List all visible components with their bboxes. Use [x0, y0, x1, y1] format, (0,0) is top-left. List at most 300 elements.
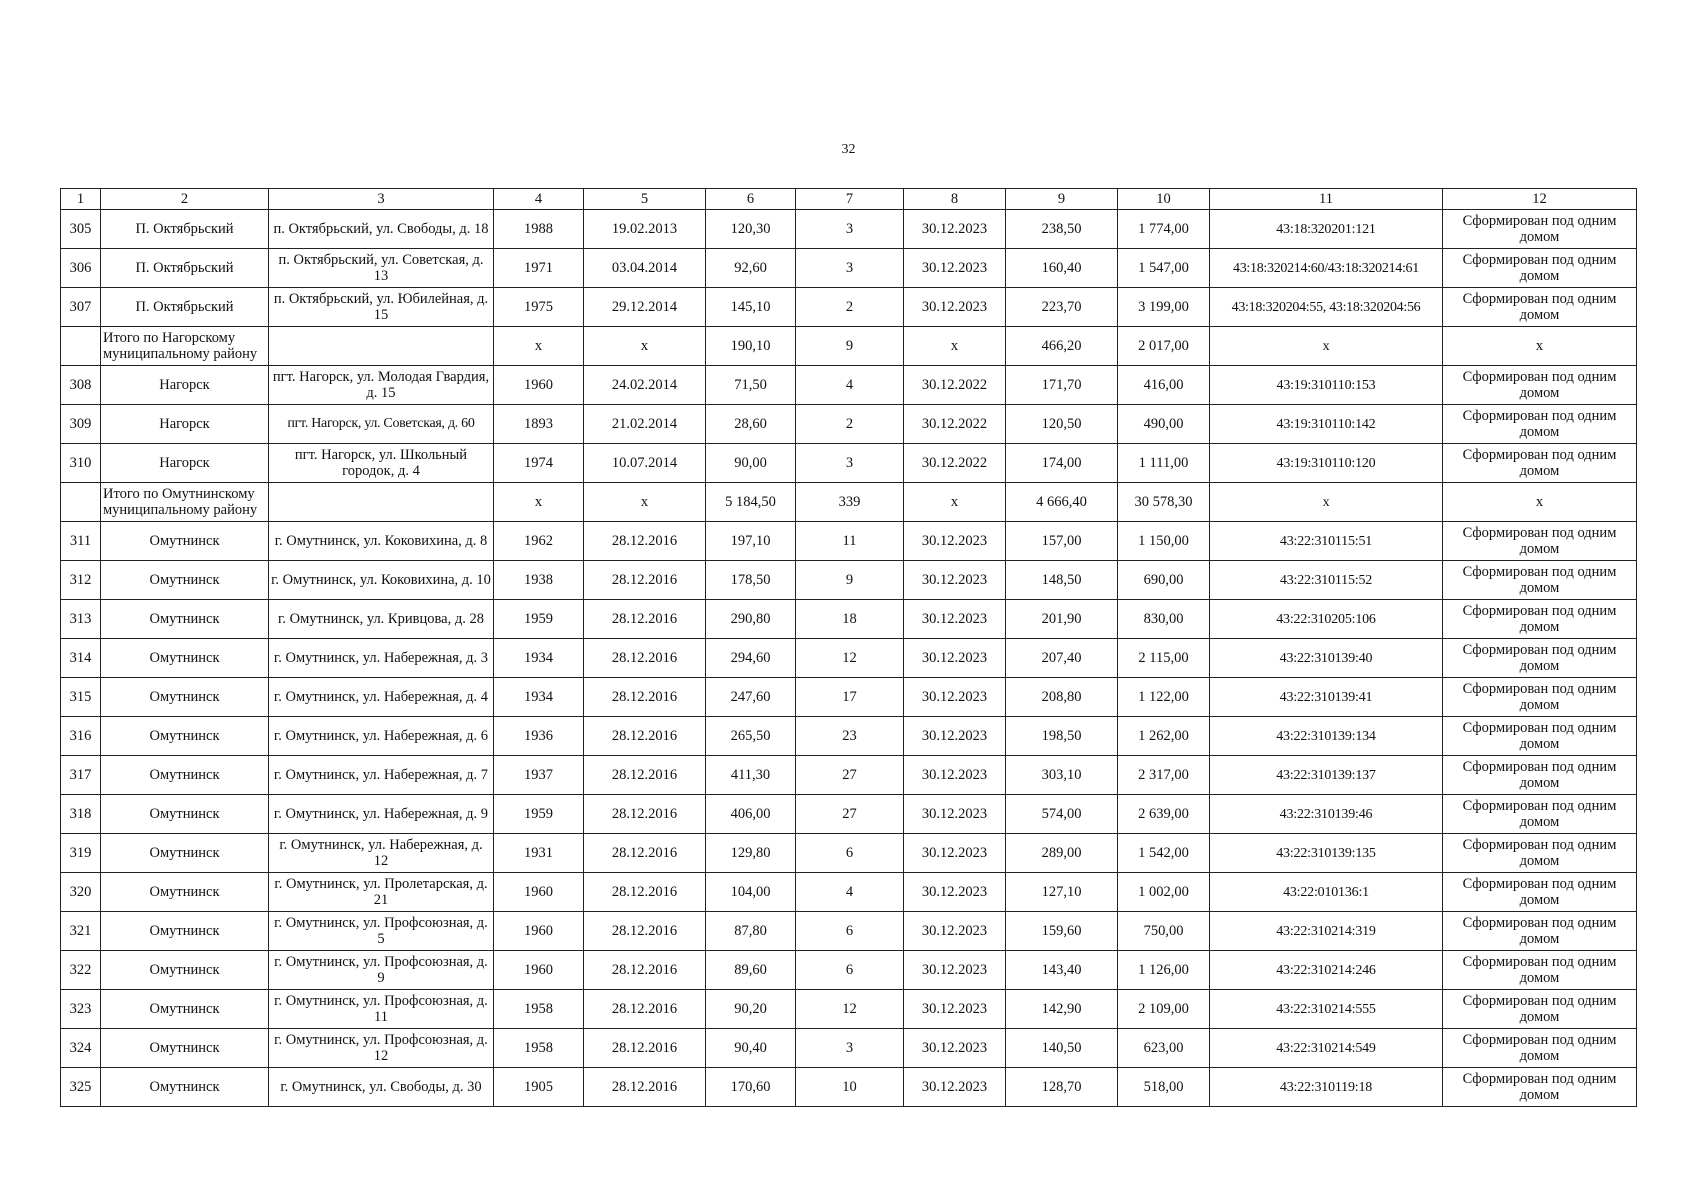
address-cell: г. Омутнинск, ул. Набережная, д. 7 [269, 756, 494, 795]
residents-cell: 9 [796, 327, 904, 366]
deadline-cell: 30.12.2023 [904, 210, 1006, 249]
deadline-cell: 30.12.2023 [904, 600, 1006, 639]
deadline-cell: х [904, 327, 1006, 366]
amount-cell: 1 122,00 [1118, 678, 1210, 717]
deadline-cell: 30.12.2022 [904, 405, 1006, 444]
emergency-date-cell: 28.12.2016 [584, 561, 706, 600]
settlement-cell: Омутнинск [101, 1068, 269, 1107]
year-built-cell: 1974 [494, 444, 584, 483]
land-area-cell: 198,50 [1006, 717, 1118, 756]
emergency-date-cell: 28.12.2016 [584, 912, 706, 951]
column-number-header: 8 [904, 189, 1006, 210]
area-cell: 129,80 [706, 834, 796, 873]
area-cell: 71,50 [706, 366, 796, 405]
year-built-cell: 1975 [494, 288, 584, 327]
cadastral-number-cell: 43:22:310214:549 [1210, 1029, 1443, 1068]
area-cell: 87,80 [706, 912, 796, 951]
row-number-cell: 323 [61, 990, 101, 1029]
emergency-date-cell: 19.02.2013 [584, 210, 706, 249]
cadastral-number-cell: х [1210, 327, 1443, 366]
settlement-cell: П. Октябрьский [101, 288, 269, 327]
area-cell: 104,00 [706, 873, 796, 912]
year-built-cell: 1934 [494, 639, 584, 678]
row-number-cell: 316 [61, 717, 101, 756]
emergency-date-cell: 10.07.2014 [584, 444, 706, 483]
area-cell: 145,10 [706, 288, 796, 327]
area-cell: 290,80 [706, 600, 796, 639]
cadastral-number-cell: 43:22:310139:40 [1210, 639, 1443, 678]
amount-cell: 30 578,30 [1118, 483, 1210, 522]
land-status-cell: Сформирован под одним домом [1443, 990, 1637, 1029]
amount-cell: 1 542,00 [1118, 834, 1210, 873]
land-area-cell: 160,40 [1006, 249, 1118, 288]
emergency-date-cell: 03.04.2014 [584, 249, 706, 288]
amount-cell: 690,00 [1118, 561, 1210, 600]
table-row [61, 1029, 1637, 1068]
year-built-cell: 1960 [494, 912, 584, 951]
amount-cell: 1 111,00 [1118, 444, 1210, 483]
emergency-date-cell: 28.12.2016 [584, 834, 706, 873]
land-status-cell: Сформирован под одним домом [1443, 717, 1637, 756]
area-cell: 120,30 [706, 210, 796, 249]
row-number-cell: 306 [61, 249, 101, 288]
land-status-cell: Сформирован под одним домом [1443, 1068, 1637, 1107]
land-area-cell: 208,80 [1006, 678, 1118, 717]
area-cell: 178,50 [706, 561, 796, 600]
table-row [61, 678, 1637, 717]
cadastral-number-cell: 43:22:310139:46 [1210, 795, 1443, 834]
emergency-date-cell: х [584, 327, 706, 366]
land-area-cell: 207,40 [1006, 639, 1118, 678]
land-area-cell: 142,90 [1006, 990, 1118, 1029]
land-area-cell: 120,50 [1006, 405, 1118, 444]
land-area-cell: 238,50 [1006, 210, 1118, 249]
table-row [61, 717, 1637, 756]
residents-cell: 6 [796, 951, 904, 990]
row-number-cell: 315 [61, 678, 101, 717]
residents-cell: 11 [796, 522, 904, 561]
subtotal-row [61, 327, 1637, 366]
land-status-cell: Сформирован под одним домом [1443, 522, 1637, 561]
settlement-cell: Омутнинск [101, 912, 269, 951]
settlement-cell: Омутнинск [101, 522, 269, 561]
settlement-cell: Омутнинск [101, 990, 269, 1029]
row-number-cell: 325 [61, 1068, 101, 1107]
table-row [61, 912, 1637, 951]
cadastral-number-cell: 43:22:310119:18 [1210, 1068, 1443, 1107]
land-area-cell: 303,10 [1006, 756, 1118, 795]
cadastral-number-cell: 43:19:310110:120 [1210, 444, 1443, 483]
year-built-cell: 1960 [494, 951, 584, 990]
settlement-cell: Нагорск [101, 444, 269, 483]
land-status-cell: Сформирован под одним домом [1443, 561, 1637, 600]
address-cell: г. Омутнинск, ул. Набережная, д. 4 [269, 678, 494, 717]
column-number-header: 2 [101, 189, 269, 210]
settlement-cell: Омутнинск [101, 795, 269, 834]
emergency-date-cell: 28.12.2016 [584, 600, 706, 639]
column-number-header: 7 [796, 189, 904, 210]
deadline-cell: 30.12.2023 [904, 522, 1006, 561]
deadline-cell: 30.12.2023 [904, 951, 1006, 990]
emergency-date-cell: 28.12.2016 [584, 990, 706, 1029]
residents-cell: 23 [796, 717, 904, 756]
residents-cell: 2 [796, 405, 904, 444]
cadastral-number-cell: 43:22:310115:51 [1210, 522, 1443, 561]
cadastral-number-cell: 43:22:310115:52 [1210, 561, 1443, 600]
year-built-cell: 1936 [494, 717, 584, 756]
row-number-cell [61, 483, 101, 522]
year-built-cell: 1988 [494, 210, 584, 249]
address-cell: г. Омутнинск, ул. Коковихина, д. 10 [269, 561, 494, 600]
amount-cell: 490,00 [1118, 405, 1210, 444]
land-status-cell: Сформирован под одним домом [1443, 249, 1637, 288]
emergency-date-cell: 28.12.2016 [584, 795, 706, 834]
deadline-cell: 30.12.2023 [904, 873, 1006, 912]
land-status-cell: Сформирован под одним домом [1443, 210, 1637, 249]
settlement-cell: Омутнинск [101, 873, 269, 912]
settlement-cell: Омутнинск [101, 834, 269, 873]
deadline-cell: 30.12.2023 [904, 834, 1006, 873]
emergency-date-cell: 28.12.2016 [584, 1029, 706, 1068]
row-number-cell: 308 [61, 366, 101, 405]
deadline-cell: 30.12.2023 [904, 990, 1006, 1029]
row-number-cell: 317 [61, 756, 101, 795]
address-cell: г. Омутнинск, ул. Профсоюзная, д. 12 [269, 1029, 494, 1068]
row-number-cell: 321 [61, 912, 101, 951]
land-area-cell: 128,70 [1006, 1068, 1118, 1107]
amount-cell: 2 115,00 [1118, 639, 1210, 678]
registry-table [60, 188, 1637, 1107]
cadastral-number-cell: 43:22:310139:134 [1210, 717, 1443, 756]
residents-cell: 3 [796, 444, 904, 483]
row-number-cell: 318 [61, 795, 101, 834]
land-area-cell: 140,50 [1006, 1029, 1118, 1068]
amount-cell: 518,00 [1118, 1068, 1210, 1107]
emergency-date-cell: 21.02.2014 [584, 405, 706, 444]
land-area-cell: 574,00 [1006, 795, 1118, 834]
row-number-cell: 314 [61, 639, 101, 678]
land-area-cell: 127,10 [1006, 873, 1118, 912]
land-area-cell: 289,00 [1006, 834, 1118, 873]
cadastral-number-cell: х [1210, 483, 1443, 522]
column-number-header: 12 [1443, 189, 1637, 210]
year-built-cell: 1937 [494, 756, 584, 795]
year-built-cell: х [494, 483, 584, 522]
settlement-cell: П. Октябрьский [101, 210, 269, 249]
table-row [61, 561, 1637, 600]
cadastral-number-cell: 43:18:320201:121 [1210, 210, 1443, 249]
land-status-cell: х [1443, 483, 1637, 522]
deadline-cell: 30.12.2023 [904, 639, 1006, 678]
land-status-cell: Сформирован под одним домом [1443, 639, 1637, 678]
settlement-cell: Омутнинск [101, 600, 269, 639]
amount-cell: 830,00 [1118, 600, 1210, 639]
land-status-cell: Сформирован под одним домом [1443, 873, 1637, 912]
residents-cell: 3 [796, 210, 904, 249]
table-row [61, 288, 1637, 327]
land-status-cell: Сформирован под одним домом [1443, 795, 1637, 834]
land-area-cell: 171,70 [1006, 366, 1118, 405]
deadline-cell: 30.12.2023 [904, 1068, 1006, 1107]
settlement-cell: Омутнинск [101, 1029, 269, 1068]
emergency-date-cell: 28.12.2016 [584, 717, 706, 756]
residents-cell: 10 [796, 1068, 904, 1107]
emergency-date-cell: 24.02.2014 [584, 366, 706, 405]
table-row [61, 366, 1637, 405]
cadastral-number-cell: 43:19:310110:142 [1210, 405, 1443, 444]
address-cell: г. Омутнинск, ул. Набережная, д. 9 [269, 795, 494, 834]
year-built-cell: 1938 [494, 561, 584, 600]
emergency-date-cell: 28.12.2016 [584, 951, 706, 990]
cadastral-number-cell: 43:22:310139:135 [1210, 834, 1443, 873]
area-cell: 89,60 [706, 951, 796, 990]
area-cell: 411,30 [706, 756, 796, 795]
area-cell: 90,00 [706, 444, 796, 483]
land-area-cell: 4 666,40 [1006, 483, 1118, 522]
residents-cell: 27 [796, 795, 904, 834]
row-number-cell: 324 [61, 1029, 101, 1068]
area-cell: 406,00 [706, 795, 796, 834]
address-cell [269, 483, 494, 522]
address-cell: г. Омутнинск, ул. Набережная, д. 6 [269, 717, 494, 756]
residents-cell: 12 [796, 639, 904, 678]
cadastral-number-cell: 43:22:310214:555 [1210, 990, 1443, 1029]
amount-cell: 2 317,00 [1118, 756, 1210, 795]
address-cell: г. Омутнинск, ул. Кривцова, д. 28 [269, 600, 494, 639]
deadline-cell: 30.12.2023 [904, 756, 1006, 795]
land-status-cell: Сформирован под одним домом [1443, 366, 1637, 405]
amount-cell: 3 199,00 [1118, 288, 1210, 327]
area-cell: 294,60 [706, 639, 796, 678]
area-cell: 170,60 [706, 1068, 796, 1107]
settlement-cell: Нагорск [101, 366, 269, 405]
residents-cell: 9 [796, 561, 904, 600]
deadline-cell: 30.12.2023 [904, 288, 1006, 327]
land-status-cell: Сформирован под одним домом [1443, 600, 1637, 639]
land-area-cell: 159,60 [1006, 912, 1118, 951]
residents-cell: 4 [796, 366, 904, 405]
land-status-cell: Сформирован под одним домом [1443, 1029, 1637, 1068]
table-row [61, 873, 1637, 912]
amount-cell: 2 017,00 [1118, 327, 1210, 366]
year-built-cell: 1971 [494, 249, 584, 288]
emergency-date-cell: 28.12.2016 [584, 873, 706, 912]
row-number-cell: 320 [61, 873, 101, 912]
column-number-header: 9 [1006, 189, 1118, 210]
area-cell: 247,60 [706, 678, 796, 717]
emergency-date-cell: 28.12.2016 [584, 522, 706, 561]
area-cell: 197,10 [706, 522, 796, 561]
cadastral-number-cell: 43:18:320204:55, 43:18:320204:56 [1210, 288, 1443, 327]
land-area-cell: 174,00 [1006, 444, 1118, 483]
settlement-cell: Омутнинск [101, 639, 269, 678]
year-built-cell: 1958 [494, 990, 584, 1029]
emergency-date-cell: 28.12.2016 [584, 1068, 706, 1107]
table-row [61, 834, 1637, 873]
deadline-cell: 30.12.2023 [904, 249, 1006, 288]
year-built-cell: 1962 [494, 522, 584, 561]
area-cell: 28,60 [706, 405, 796, 444]
amount-cell: 2 109,00 [1118, 990, 1210, 1029]
amount-cell: 623,00 [1118, 1029, 1210, 1068]
emergency-date-cell: 28.12.2016 [584, 678, 706, 717]
residents-cell: 18 [796, 600, 904, 639]
residents-cell: 3 [796, 249, 904, 288]
year-built-cell: 1931 [494, 834, 584, 873]
table-row [61, 249, 1637, 288]
row-number-cell: 305 [61, 210, 101, 249]
year-built-cell: 1959 [494, 795, 584, 834]
land-status-cell: Сформирован под одним домом [1443, 834, 1637, 873]
address-cell: г. Омутнинск, ул. Свободы, д. 30 [269, 1068, 494, 1107]
deadline-cell: 30.12.2022 [904, 444, 1006, 483]
deadline-cell: х [904, 483, 1006, 522]
land-area-cell: 157,00 [1006, 522, 1118, 561]
table-row [61, 639, 1637, 678]
address-cell: г. Омутнинск, ул. Пролетарская, д. 21 [269, 873, 494, 912]
land-area-cell: 223,70 [1006, 288, 1118, 327]
land-area-cell: 143,40 [1006, 951, 1118, 990]
column-number-header: 5 [584, 189, 706, 210]
address-cell [269, 327, 494, 366]
page-number: 32 [841, 142, 856, 157]
address-cell: пгт. Нагорск, ул. Советская, д. 60 [269, 405, 494, 444]
residents-cell: 6 [796, 912, 904, 951]
table-row [61, 405, 1637, 444]
year-built-cell: 1893 [494, 405, 584, 444]
row-number-cell: 313 [61, 600, 101, 639]
address-cell: пгт. Нагорск, ул. Молодая Гвардия, д. 15 [269, 366, 494, 405]
settlement-cell: Омутнинск [101, 678, 269, 717]
subtotal-label-cell: Итого по Омутнинскому муниципальному району [101, 483, 269, 522]
emergency-date-cell: 29.12.2014 [584, 288, 706, 327]
settlement-cell: П. Октябрьский [101, 249, 269, 288]
amount-cell: 750,00 [1118, 912, 1210, 951]
deadline-cell: 30.12.2023 [904, 1029, 1006, 1068]
emergency-date-cell: х [584, 483, 706, 522]
residents-cell: 3 [796, 1029, 904, 1068]
table-row [61, 756, 1637, 795]
emergency-date-cell: 28.12.2016 [584, 639, 706, 678]
subtotal-label-cell: Итого по Нагорскому муниципальному району [101, 327, 269, 366]
row-number-cell: 309 [61, 405, 101, 444]
year-built-cell: 1905 [494, 1068, 584, 1107]
column-number-header: 11 [1210, 189, 1443, 210]
land-status-cell: Сформирован под одним домом [1443, 912, 1637, 951]
residents-cell: 2 [796, 288, 904, 327]
land-status-cell: Сформирован под одним домом [1443, 444, 1637, 483]
area-cell: 92,60 [706, 249, 796, 288]
amount-cell: 1 547,00 [1118, 249, 1210, 288]
deadline-cell: 30.12.2023 [904, 795, 1006, 834]
deadline-cell: 30.12.2023 [904, 717, 1006, 756]
row-number-cell: 322 [61, 951, 101, 990]
amount-cell: 2 639,00 [1118, 795, 1210, 834]
address-cell: г. Омутнинск, ул. Профсоюзная, д. 11 [269, 990, 494, 1029]
land-area-cell: 201,90 [1006, 600, 1118, 639]
cadastral-number-cell: 43:22:310214:246 [1210, 951, 1443, 990]
table-row [61, 600, 1637, 639]
address-cell: г. Омутнинск, ул. Набережная, д. 3 [269, 639, 494, 678]
land-area-cell: 466,20 [1006, 327, 1118, 366]
amount-cell: 1 262,00 [1118, 717, 1210, 756]
residents-cell: 6 [796, 834, 904, 873]
deadline-cell: 30.12.2023 [904, 561, 1006, 600]
address-cell: пгт. Нагорск, ул. Школьный городок, д. 4 [269, 444, 494, 483]
address-cell: п. Октябрьский, ул. Юбилейная, д. 15 [269, 288, 494, 327]
table-row [61, 990, 1637, 1029]
row-number-cell [61, 327, 101, 366]
column-number-header: 4 [494, 189, 584, 210]
area-cell: 90,40 [706, 1029, 796, 1068]
address-cell: г. Омутнинск, ул. Профсоюзная, д. 9 [269, 951, 494, 990]
amount-cell: 1 150,00 [1118, 522, 1210, 561]
settlement-cell: Нагорск [101, 405, 269, 444]
table-row [61, 951, 1637, 990]
cadastral-number-cell: 43:22:310139:137 [1210, 756, 1443, 795]
year-built-cell: х [494, 327, 584, 366]
emergency-date-cell: 28.12.2016 [584, 756, 706, 795]
area-cell: 90,20 [706, 990, 796, 1029]
land-status-cell: Сформирован под одним домом [1443, 678, 1637, 717]
land-status-cell: х [1443, 327, 1637, 366]
deadline-cell: 30.12.2023 [904, 678, 1006, 717]
table-body [61, 189, 1637, 1107]
address-cell: п. Октябрьский, ул. Советская, д. 13 [269, 249, 494, 288]
row-number-cell: 311 [61, 522, 101, 561]
column-number-header: 6 [706, 189, 796, 210]
area-cell: 5 184,50 [706, 483, 796, 522]
address-cell: г. Омутнинск, ул. Набережная, д. 12 [269, 834, 494, 873]
year-built-cell: 1960 [494, 873, 584, 912]
cadastral-number-cell: 43:19:310110:153 [1210, 366, 1443, 405]
row-number-cell: 312 [61, 561, 101, 600]
column-number-header: 1 [61, 189, 101, 210]
residents-cell: 339 [796, 483, 904, 522]
address-cell: г. Омутнинск, ул. Профсоюзная, д. 5 [269, 912, 494, 951]
year-built-cell: 1934 [494, 678, 584, 717]
land-status-cell: Сформирован под одним домом [1443, 288, 1637, 327]
cadastral-number-cell: 43:18:320214:60/43:18:320214:61 [1210, 249, 1443, 288]
table-row [61, 795, 1637, 834]
table-row [61, 210, 1637, 249]
table-row [61, 444, 1637, 483]
cadastral-number-cell: 43:22:310139:41 [1210, 678, 1443, 717]
land-status-cell: Сформирован под одним домом [1443, 951, 1637, 990]
row-number-cell: 307 [61, 288, 101, 327]
area-cell: 265,50 [706, 717, 796, 756]
residents-cell: 4 [796, 873, 904, 912]
column-number-header: 10 [1118, 189, 1210, 210]
table-row [61, 1068, 1637, 1107]
land-status-cell: Сформирован под одним домом [1443, 405, 1637, 444]
residents-cell: 12 [796, 990, 904, 1029]
year-built-cell: 1960 [494, 366, 584, 405]
residents-cell: 27 [796, 756, 904, 795]
column-number-header: 3 [269, 189, 494, 210]
settlement-cell: Омутнинск [101, 951, 269, 990]
land-status-cell: Сформирован под одним домом [1443, 756, 1637, 795]
settlement-cell: Омутнинск [101, 756, 269, 795]
land-area-cell: 148,50 [1006, 561, 1118, 600]
cadastral-number-cell: 43:22:310214:319 [1210, 912, 1443, 951]
amount-cell: 1 126,00 [1118, 951, 1210, 990]
cadastral-number-cell: 43:22:310205:106 [1210, 600, 1443, 639]
column-number-row [61, 189, 1637, 210]
cadastral-number-cell: 43:22:010136:1 [1210, 873, 1443, 912]
year-built-cell: 1959 [494, 600, 584, 639]
amount-cell: 1 002,00 [1118, 873, 1210, 912]
